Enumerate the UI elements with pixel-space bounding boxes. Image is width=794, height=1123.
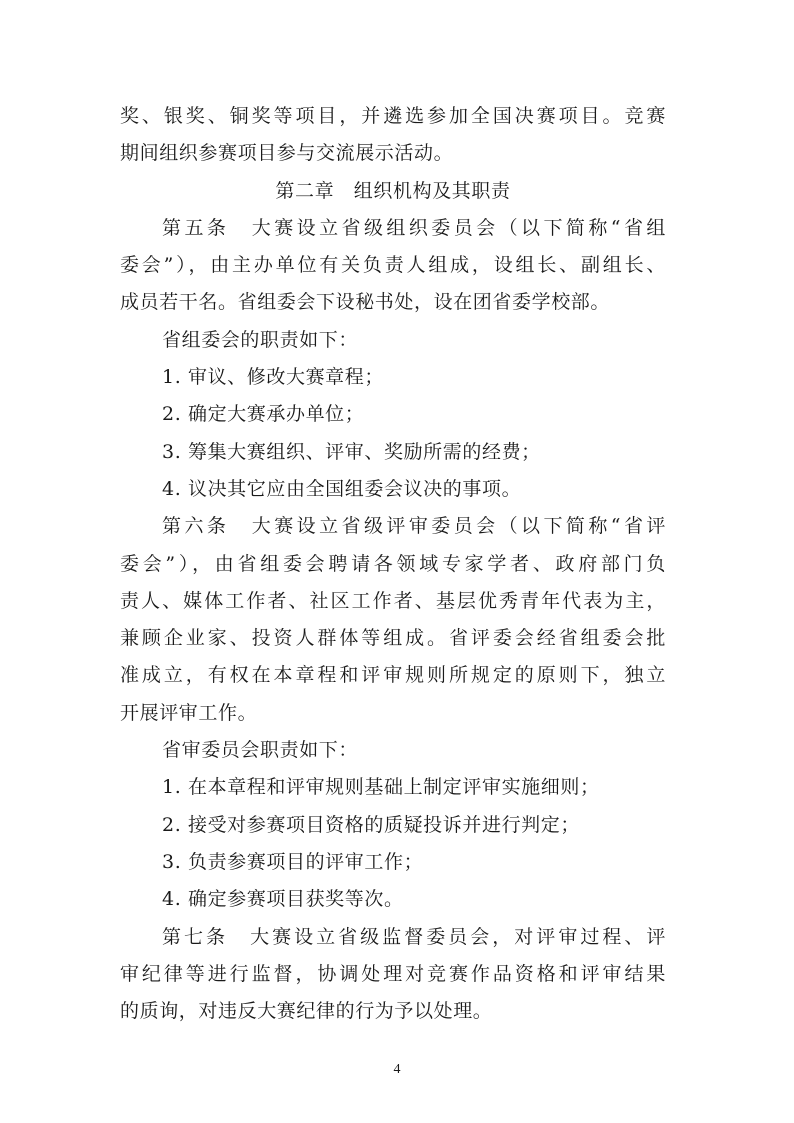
list-item: 2. 确定大赛承办单位；	[162, 403, 365, 426]
list-item: 2. 接受对参赛项目资格的质疑投诉并进行判定；	[162, 813, 580, 836]
list-item: 1. 在本章程和评审规则基础上制定评审实施细则；	[162, 776, 600, 799]
paragraph-line: 省组委会的职责如下：	[162, 328, 359, 351]
list-item: 4. 议决其它应由全国组委会议决的事项。	[162, 477, 522, 500]
article-line: 准成立，有权在本章程和评审规则所规定的原则下，独立	[120, 664, 666, 687]
list-item: 3. 负责参赛项目的评审工作；	[162, 850, 424, 873]
paragraph-line: 期间组织参赛项目参与交流展示活动。	[120, 142, 454, 165]
article-line: 责人、媒体工作者、社区工作者、基层优秀青年代表为主，	[120, 589, 666, 612]
article-line: 第六条 大赛设立省级评审委员会（以下简称“省评	[162, 515, 666, 538]
list-item: 1. 审议、修改大赛章程；	[162, 366, 384, 389]
article-line: 成员若干名。省组委会下设秘书处，设在团省委学校部。	[120, 291, 611, 314]
article-line: 的质询，对违反大赛纪律的行为予以处理。	[120, 1000, 493, 1023]
article-line: 审纪律等进行监督，协调处理对竞赛作品资格和评审结果	[120, 962, 666, 985]
article-line: 委会”），由主办单位有关负责人组成，设组长、副组长、	[120, 254, 666, 277]
list-item: 3. 筹集大赛组织、评审、奖励所需的经费；	[162, 440, 541, 463]
article-line: 第五条 大赛设立省级组织委员会（以下简称“省组	[162, 216, 666, 239]
document-body	[120, 98, 666, 1030]
article-line: 兼顾企业家、投资人群体等组成。省评委会经省组委会批	[120, 627, 666, 650]
article-line: 开展评审工作。	[120, 701, 258, 724]
article-line: 第七条 大赛设立省级监督委员会，对评审过程、评	[162, 925, 666, 948]
page-number: 4	[393, 1062, 401, 1077]
list-item: 4. 确定参赛项目获奖等次。	[162, 888, 404, 911]
article-line: 委会”），由省组委会聘请各领域专家学者、政府部门负	[120, 552, 666, 575]
paragraph-line: 奖、银奖、铜奖等项目，并遴选参加全国决赛项目。竞赛	[120, 105, 666, 127]
paragraph-line: 省审委员会职责如下：	[162, 739, 359, 762]
chapter-heading: 第二章 组织机构及其职责	[275, 179, 511, 202]
